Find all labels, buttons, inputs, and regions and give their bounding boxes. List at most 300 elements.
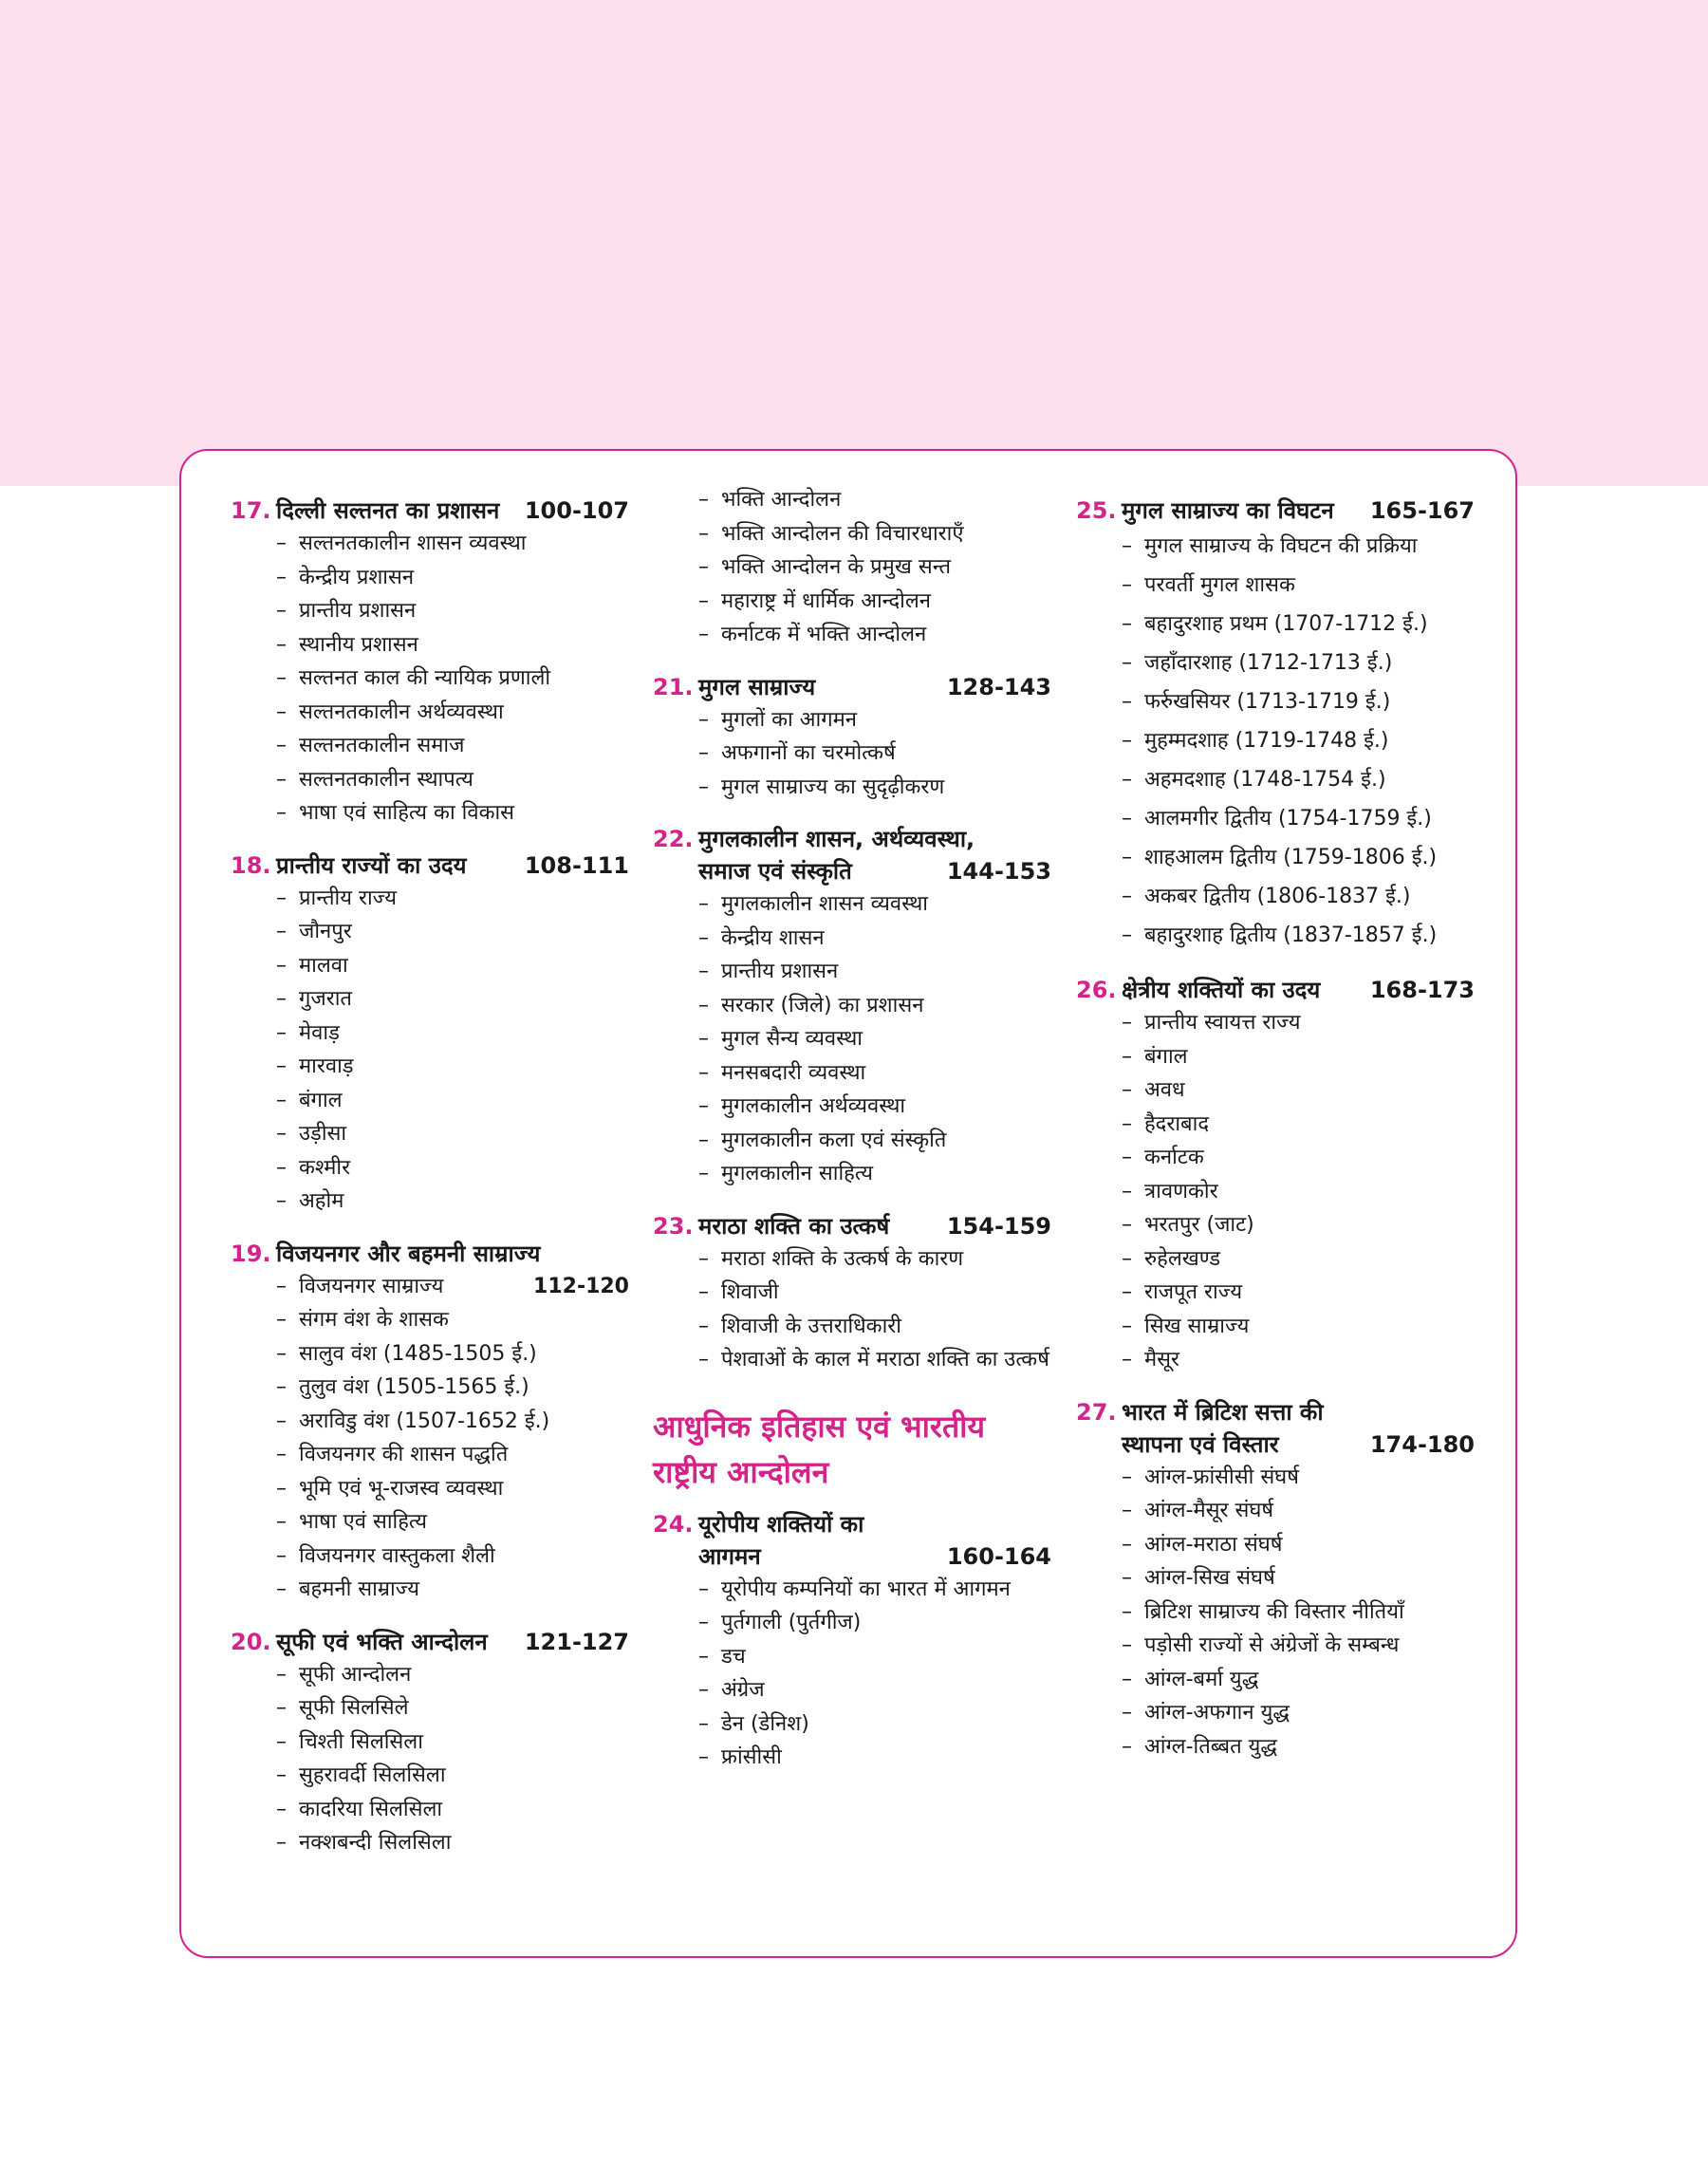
chapter-number: 24. — [653, 1510, 694, 1538]
list-item[interactable] — [698, 618, 1051, 652]
chapter-title — [698, 1508, 1051, 1573]
chapter-entry — [231, 849, 629, 1219]
chapter-title-text: मराठा शक्ति का उत्कर्ष — [698, 1212, 890, 1240]
list-item[interactable] — [1122, 1343, 1475, 1377]
dash-bullet: – — [276, 666, 287, 690]
dash-bullet: – — [276, 1831, 287, 1855]
chapter-number: 25. — [1076, 497, 1117, 524]
list-item[interactable] — [1122, 1494, 1475, 1528]
topic-label: केन्द्रीय शासन — [721, 925, 825, 950]
topic-list — [231, 1658, 629, 1860]
chapter-number: 22. — [653, 826, 694, 852]
dash-bullet: – — [1122, 1566, 1132, 1590]
dash-bullet: – — [698, 555, 709, 579]
list-item[interactable] — [698, 1310, 1051, 1344]
topic-list — [653, 483, 1051, 652]
topic-label: भक्ति आन्दोलन — [721, 488, 842, 512]
chapter-title-row — [276, 1238, 629, 1270]
list-item[interactable] — [276, 982, 629, 1017]
list-item[interactable] — [1122, 1663, 1475, 1697]
chapter-title — [698, 1210, 1051, 1242]
topic-label: मुगल साम्राज्य का सुदृढ़ीकरण — [721, 774, 945, 799]
dash-bullet: – — [276, 953, 287, 978]
list-item[interactable] — [1122, 1629, 1475, 1663]
dash-bullet: – — [698, 1162, 709, 1185]
chapter-pages: 168-173 — [1369, 977, 1475, 1003]
chapter-heading[interactable] — [231, 1626, 629, 1658]
topic-label: जौनपुर — [299, 920, 352, 943]
dash-bullet: – — [1122, 1314, 1132, 1338]
chapter-entry — [653, 823, 1051, 1191]
list-item[interactable] — [698, 771, 1051, 805]
list-item[interactable] — [276, 949, 629, 983]
topic-label: मारवाड़ — [299, 1054, 354, 1078]
topic-label: अवध — [1144, 1078, 1185, 1102]
dash-bullet: – — [1122, 885, 1132, 908]
dash-bullet: – — [276, 1577, 287, 1601]
dash-bullet: – — [1122, 1044, 1132, 1069]
chapter-number: 26. — [1076, 977, 1117, 1003]
dash-bullet: – — [1122, 1111, 1132, 1136]
topic-label: अंग्रेज — [721, 1678, 765, 1702]
dash-bullet: – — [276, 1054, 287, 1078]
list-item[interactable] — [276, 1472, 629, 1506]
chapter-title-line: मुगलकालीन शासन, अर्थव्यवस्था, — [698, 826, 975, 852]
topic-label: परवर्ती मुगल शासक — [1144, 573, 1295, 597]
dash-bullet: – — [698, 1094, 709, 1118]
topic-list — [653, 1242, 1051, 1377]
list-item[interactable] — [698, 1741, 1051, 1775]
chapter-title-row — [1122, 1428, 1475, 1461]
dash-bullet: – — [276, 1729, 287, 1754]
topic-label: त्रावणकोर — [1144, 1179, 1218, 1203]
dash-bullet: – — [698, 1027, 709, 1051]
dash-bullet: – — [1122, 1701, 1132, 1725]
list-item[interactable] — [698, 887, 1051, 922]
dash-bullet: – — [276, 632, 287, 657]
list-item[interactable] — [698, 1606, 1051, 1640]
topic-label: शाहआलम द्वितीय (1759-1806 ई.) — [1144, 846, 1438, 869]
topic-label: आंग्ल-मराठा संघर्ष — [1144, 1532, 1283, 1557]
dash-bullet: – — [1122, 807, 1132, 830]
list-item[interactable] — [276, 1505, 629, 1539]
dash-bullet: – — [1122, 1499, 1132, 1522]
topic-label: सूफी सिलसिले — [299, 1696, 409, 1720]
list-item[interactable] — [276, 1017, 629, 1051]
chapter-title-text: विजयनगर और बहमनी साम्राज्य — [276, 1240, 541, 1267]
topic-label: संगम वंश के शासक — [299, 1308, 449, 1332]
list-item[interactable] — [276, 1151, 629, 1185]
dash-bullet: – — [698, 741, 709, 765]
topic-label: जहाँदारशाह (1712-1713 ई.) — [1144, 651, 1393, 675]
chapter-title-row — [276, 1626, 629, 1658]
list-item[interactable] — [698, 1707, 1051, 1742]
list-item[interactable] — [276, 1793, 629, 1827]
topic-label: उड़ीसा — [299, 1122, 347, 1146]
topic-label: तुलुव वंश (1505-1565 ई.) — [299, 1375, 529, 1399]
dash-bullet: – — [1122, 573, 1132, 597]
list-item[interactable] — [1122, 721, 1475, 760]
topic-label: हैदराबाद — [1144, 1111, 1210, 1136]
chapter-title-row — [1122, 494, 1475, 527]
list-item[interactable] — [276, 1691, 629, 1726]
dash-bullet: – — [1122, 1348, 1132, 1371]
chapter-entry — [653, 1508, 1051, 1775]
list-item[interactable] — [698, 1056, 1051, 1091]
chapter-number: 21. — [653, 673, 694, 700]
list-item[interactable] — [276, 662, 629, 696]
list-item[interactable] — [1122, 1242, 1475, 1277]
chapter-title-text: दिल्ली सल्तनत का प्रशासन — [276, 497, 500, 524]
section-heading: आधुनिक इतिहास एवं भारतीय राष्ट्रीय आन्दोलन — [653, 1408, 986, 1490]
topic-label: मुहम्मदशाह (1719-1748 ई.) — [1144, 729, 1389, 753]
dash-bullet: – — [698, 1280, 709, 1304]
list-item[interactable] — [276, 1438, 629, 1472]
list-item[interactable] — [1122, 1006, 1475, 1040]
list-item[interactable] — [698, 703, 1051, 737]
chapter-title-line: स्थापना एवं विस्तार — [1122, 1430, 1279, 1458]
chapter-title — [1122, 1396, 1475, 1461]
topic-list — [653, 1573, 1051, 1775]
chapter-pages: 108-111 — [524, 851, 629, 879]
list-item[interactable] — [698, 1242, 1051, 1277]
chapter-number: 20. — [231, 1628, 271, 1655]
dash-bullet: – — [276, 886, 287, 910]
topic-label: बंगाल — [1144, 1044, 1188, 1069]
dash-bullet: – — [276, 1797, 287, 1821]
topic-label: विजयनगर साम्राज्य — [299, 1274, 444, 1298]
dash-bullet: – — [1122, 1078, 1132, 1102]
topic-label: भूमि एवं भू-राजस्व व्यवस्था — [299, 1476, 504, 1501]
list-item[interactable] — [1122, 1276, 1475, 1310]
dash-bullet: – — [1122, 1532, 1132, 1557]
dash-bullet: – — [698, 1745, 709, 1769]
list-item[interactable] — [698, 1090, 1051, 1124]
topic-label: आंग्ल-सिख संघर्ष — [1144, 1566, 1275, 1590]
dash-bullet: – — [698, 960, 709, 983]
dash-bullet: – — [698, 993, 709, 1017]
dash-bullet: – — [1122, 729, 1132, 753]
dash-bullet: – — [698, 1644, 709, 1669]
chapter-number: 19. — [231, 1240, 271, 1267]
list-item[interactable] — [276, 882, 629, 916]
chapter-heading[interactable] — [1076, 1396, 1475, 1461]
chapter-pages: 128-143 — [946, 673, 1051, 700]
topic-list — [231, 882, 629, 1219]
chapter-title-row — [698, 1540, 1051, 1573]
list-item[interactable] — [1122, 1141, 1475, 1175]
list-item[interactable] — [276, 1303, 629, 1337]
chapter-entry — [1076, 494, 1475, 955]
list-item[interactable] — [698, 1673, 1051, 1707]
chapter-title — [276, 1626, 629, 1658]
dash-bullet: – — [698, 1611, 709, 1634]
topic-label: पड़ोसी राज्यों से अंग्रेजों के सम्बन्ध — [1144, 1633, 1400, 1657]
dash-bullet: – — [276, 1189, 287, 1213]
chapter-number: 17. — [231, 497, 271, 524]
list-item[interactable] — [1122, 566, 1475, 605]
list-item[interactable] — [276, 1759, 629, 1793]
list-item[interactable] — [276, 1826, 629, 1860]
topic-list — [1076, 1006, 1475, 1377]
list-item[interactable] — [698, 517, 1051, 551]
topic-label: राजपूत राज्य — [1144, 1280, 1243, 1304]
toc-column-1 — [231, 494, 629, 1879]
dash-bullet: – — [276, 1443, 287, 1466]
list-item[interactable] — [698, 1022, 1051, 1056]
dash-bullet: – — [1122, 1246, 1132, 1271]
list-item[interactable] — [1122, 644, 1475, 682]
topic-label: भाषा एवं साहित्य का विकास — [299, 801, 515, 825]
dash-bullet: – — [276, 1020, 287, 1045]
list-item[interactable] — [698, 1640, 1051, 1674]
list-item[interactable] — [698, 550, 1051, 585]
dash-bullet: – — [276, 565, 287, 589]
topic-label: पुर्तगाली (पुर्तगीज) — [721, 1611, 862, 1634]
topic-label: कादरिया सिलसिला — [299, 1797, 443, 1821]
dash-bullet: – — [698, 488, 709, 512]
chapter-heading[interactable] — [653, 1508, 1051, 1573]
list-item[interactable] — [698, 922, 1051, 956]
topic-list — [231, 1270, 629, 1304]
chapter-title-row — [698, 1210, 1051, 1242]
topic-label: कर्नाटक — [1144, 1146, 1204, 1169]
dash-bullet: – — [1122, 1465, 1132, 1489]
topic-label: आंग्ल-तिब्बत युद्ध — [1144, 1734, 1277, 1759]
topic-label: प्रान्तीय स्वायत्त राज्य — [1144, 1011, 1301, 1035]
list-item[interactable] — [276, 594, 629, 628]
dash-bullet: – — [698, 1577, 709, 1601]
list-item[interactable] — [276, 696, 629, 730]
topic-label: मुगलकालीन कला एवं संस्कृति — [721, 1128, 947, 1152]
topic-label: सल्तनतकालीन शासन व्यवस्था — [299, 532, 527, 555]
topic-label: बहादुरशाह द्वितीय (1837-1857 ई.) — [1144, 924, 1438, 947]
dash-bullet: – — [276, 1476, 287, 1501]
chapter-heading[interactable] — [653, 671, 1051, 703]
topic-list — [1076, 527, 1475, 955]
topic-label: यूरोपीय कम्पनियों का भारत में आगमन — [721, 1577, 1011, 1601]
topic-label: भाषा एवं साहित्य — [299, 1510, 428, 1534]
topic-label: अराविडु वंश (1507-1652 ई.) — [299, 1409, 550, 1433]
list-item[interactable] — [276, 527, 629, 561]
list-item[interactable] — [1122, 877, 1475, 916]
chapter-title — [698, 671, 1051, 703]
list-item[interactable] — [698, 1124, 1051, 1158]
list-item[interactable] — [276, 1084, 629, 1118]
list-item[interactable] — [276, 1573, 629, 1607]
dash-bullet: – — [1122, 1667, 1132, 1691]
topic-list — [231, 527, 629, 830]
topic-label: बहादुरशाह प्रथम (1707-1712 ई.) — [1144, 612, 1428, 636]
dash-bullet: – — [276, 532, 287, 555]
list-item[interactable] — [698, 737, 1051, 771]
list-item[interactable] — [276, 1658, 629, 1692]
dash-bullet: – — [276, 1308, 287, 1332]
topic-label: मालवा — [299, 953, 348, 978]
dash-bullet: – — [1122, 1280, 1132, 1304]
list-item[interactable] — [698, 989, 1051, 1023]
chapter-number: 27. — [1076, 1398, 1117, 1426]
topic-label: सालुव वंश (1485-1505 ई.) — [299, 1341, 537, 1366]
list-item[interactable] — [698, 585, 1051, 619]
topic-label: स्थानीय प्रशासन — [299, 632, 418, 657]
chapter-heading[interactable] — [1076, 974, 1475, 1006]
topic-label: विजयनगर वास्तुकला शैली — [299, 1543, 495, 1568]
list-item[interactable] — [276, 1539, 629, 1574]
chapter-entry — [231, 1238, 629, 1607]
chapter-heading[interactable] — [1076, 494, 1475, 527]
list-item[interactable] — [1122, 1040, 1475, 1074]
list-item[interactable] — [1122, 1561, 1475, 1595]
list-item[interactable] — [1122, 760, 1475, 799]
chapter-pages: 144-153 — [946, 858, 1051, 885]
chapter-number: 18. — [231, 851, 271, 879]
topic-list — [1076, 1461, 1475, 1764]
dash-bullet: – — [698, 774, 709, 799]
dash-bullet: – — [698, 1128, 709, 1152]
list-item[interactable] — [276, 1371, 629, 1405]
dash-bullet: – — [276, 1375, 287, 1399]
topic-label: सरकार (जिले) का प्रशासन — [721, 993, 924, 1017]
list-item[interactable] — [276, 1726, 629, 1760]
topic-label: प्रान्तीय प्रशासन — [299, 599, 417, 623]
dash-bullet: – — [1122, 924, 1132, 947]
chapter-heading[interactable] — [653, 1210, 1051, 1242]
list-item[interactable] — [276, 628, 629, 662]
dash-bullet: – — [698, 588, 709, 613]
topic-label: डच — [721, 1644, 746, 1669]
topic-list — [231, 1303, 629, 1607]
dash-bullet: – — [276, 1662, 287, 1687]
list-item[interactable] — [276, 1050, 629, 1084]
toc-column-2 — [653, 488, 1051, 1794]
list-item[interactable] — [276, 729, 629, 763]
list-item[interactable] — [276, 1405, 629, 1439]
list-item[interactable] — [276, 763, 629, 797]
list-item[interactable] — [1122, 916, 1475, 955]
topic-label: आंग्ल-फ्रांसीसी संघर्ष — [1144, 1465, 1299, 1489]
list-item[interactable] — [698, 1157, 1051, 1191]
topic-label: केन्द्रीय प्रशासन — [299, 565, 415, 589]
topic-label: पेशवाओं के काल में मराठा शक्ति का उत्कर्ष — [721, 1348, 1049, 1371]
chapter-pages: 100-107 — [524, 497, 629, 524]
chapter-entry — [1076, 1396, 1475, 1764]
list-item[interactable] — [698, 1276, 1051, 1310]
dash-bullet: – — [276, 700, 287, 724]
list-item[interactable] — [698, 955, 1051, 989]
list-item[interactable] — [698, 483, 1051, 517]
dash-bullet: – — [276, 1763, 287, 1787]
topic-label: मुगलकालीन शासन व्यवस्था — [721, 892, 928, 916]
list-item[interactable] — [1122, 1175, 1475, 1209]
list-item[interactable] — [1122, 1461, 1475, 1495]
list-item[interactable] — [276, 561, 629, 595]
dash-bullet: – — [276, 920, 287, 943]
list-item[interactable] — [276, 1117, 629, 1151]
list-item[interactable] — [1122, 1073, 1475, 1108]
chapter-title-text: सूफी एवं भक्ति आन्दोलन — [276, 1628, 488, 1655]
list-item[interactable] — [276, 915, 629, 949]
topic-label: कश्मीर — [299, 1155, 351, 1180]
chapter-entry — [1076, 974, 1475, 1377]
topic-label: प्रान्तीय प्रशासन — [721, 960, 839, 983]
dash-bullet: – — [698, 1348, 709, 1371]
topic-label: बहमनी साम्राज्य — [299, 1577, 420, 1601]
list-item[interactable] — [1122, 838, 1475, 877]
dash-bullet: – — [1122, 612, 1132, 636]
topic-label: प्रान्तीय राज्य — [299, 886, 398, 910]
chapter-title-row — [698, 855, 1051, 887]
topic-label: महाराष्ट्र में धार्मिक आन्दोलन — [721, 588, 931, 613]
topic-label: आलमगीर द्वितीय (1754-1759 ई.) — [1144, 807, 1432, 830]
topic-label: गुजरात — [299, 987, 352, 1011]
list-item[interactable] — [1122, 682, 1475, 721]
topic-label: भरतपुर (जाट) — [1144, 1213, 1254, 1237]
dash-bullet: – — [276, 1409, 287, 1433]
list-item[interactable] — [276, 1185, 629, 1219]
dash-bullet: – — [1122, 651, 1132, 675]
list-item[interactable] — [1122, 1696, 1475, 1730]
dash-bullet: – — [698, 1678, 709, 1702]
list-item[interactable] — [1122, 1108, 1475, 1142]
chapter-heading[interactable] — [231, 849, 629, 882]
chapter-title-line: भारत में ब्रिटिश सत्ता की — [1122, 1398, 1324, 1426]
chapter-heading[interactable] — [653, 823, 1051, 887]
topic-label: आंग्ल-अफगान युद्ध — [1144, 1701, 1290, 1725]
list-item[interactable] — [1122, 1528, 1475, 1562]
topic-label: अकबर द्वितीय (1806-1837 ई.) — [1144, 885, 1411, 908]
list-item[interactable] — [1122, 1208, 1475, 1242]
dash-bullet: – — [698, 1711, 709, 1736]
list-item[interactable] — [276, 1337, 629, 1371]
chapter-title — [276, 494, 629, 527]
chapter-title-row — [276, 494, 629, 527]
list-item[interactable] — [698, 1343, 1051, 1377]
list-item[interactable] — [1122, 1595, 1475, 1630]
list-item[interactable] — [1122, 527, 1475, 566]
chapter-title-row — [698, 671, 1051, 703]
dash-bullet: – — [1122, 1213, 1132, 1237]
topic-label: सुहरावर्दी सिलसिला — [299, 1763, 446, 1787]
topic-label: शिवाजी के उत्तराधिकारी — [721, 1314, 901, 1338]
chapter-title-row — [1122, 974, 1475, 1006]
dash-bullet: – — [276, 1341, 287, 1366]
topic-label: ब्रिटिश साम्राज्य की विस्तार नीतियाँ — [1144, 1599, 1404, 1624]
topic-label: नक्शबन्दी सिलसिला — [299, 1831, 452, 1855]
table-of-contents — [179, 449, 1517, 1958]
chapter-title-line: यूरोपीय शक्तियों का — [698, 1510, 864, 1538]
list-item[interactable] — [1122, 1730, 1475, 1764]
list-item[interactable] — [1122, 1310, 1475, 1344]
chapter-number: 23. — [653, 1212, 694, 1240]
chapter-title — [1122, 494, 1475, 527]
chapter-heading[interactable] — [231, 494, 629, 527]
topic-pages: 112-120 — [533, 1274, 629, 1298]
chapter-heading[interactable] — [231, 1238, 629, 1270]
list-item[interactable] — [1122, 799, 1475, 838]
list-item[interactable] — [698, 1573, 1051, 1607]
topic-label: विजयनगर की शासन पद्धति — [299, 1443, 509, 1466]
dash-bullet: – — [698, 925, 709, 950]
topic-list — [653, 887, 1051, 1191]
toc-column-3 — [1076, 494, 1475, 1782]
chapter-entry — [231, 494, 629, 830]
topic-label: फर्रुखसियर (1713-1719 ई.) — [1144, 690, 1391, 714]
list-item[interactable] — [1122, 605, 1475, 644]
chapter-entry — [653, 1210, 1051, 1377]
list-item[interactable] — [276, 796, 629, 830]
list-item[interactable] — [276, 1270, 629, 1304]
